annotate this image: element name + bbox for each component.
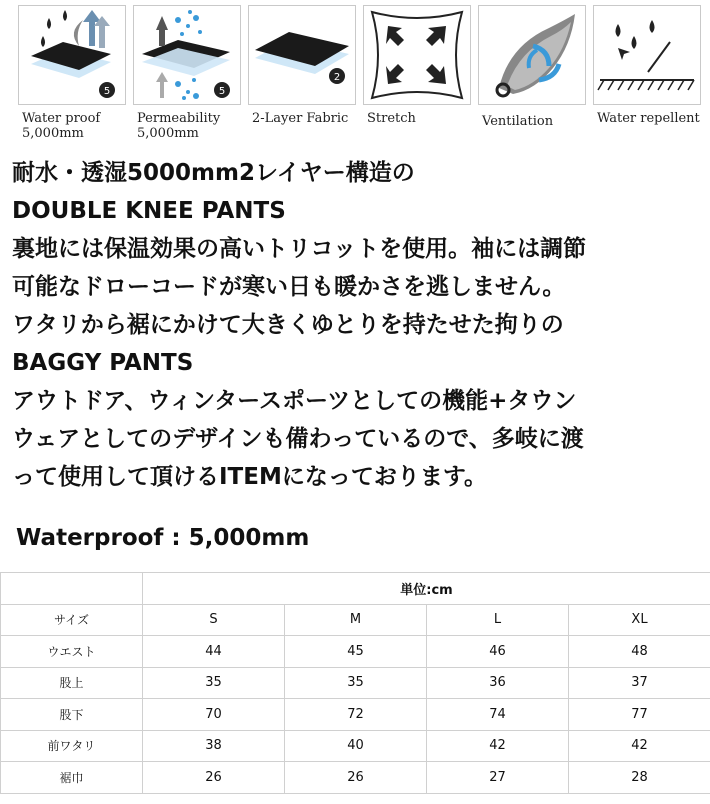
table-cell: 74 [427, 699, 569, 731]
table-cell: 40 [285, 730, 427, 762]
table-cell: 42 [569, 730, 710, 762]
feature-permeability [133, 5, 241, 141]
description-line: ウェアとしてのデザインも備わっているので、多岐に渡 [12, 426, 584, 452]
stretch-icon [363, 5, 471, 105]
table-cell: 28 [569, 762, 710, 794]
description-line: DOUBLE KNEE PANTS [12, 198, 286, 224]
product-description [12, 154, 704, 496]
unit-row [1, 573, 710, 605]
water-proof-badge: 5 [103, 86, 111, 97]
table-cell: 45 [285, 636, 427, 668]
permeability-badge: 5 [218, 86, 226, 97]
table-row [1, 730, 710, 762]
waterproof-spec: Waterproof : 5,000mm [16, 525, 310, 551]
table-cell: 37 [569, 667, 710, 699]
description-line: って使用して頂けるITEMになっております。 [12, 464, 488, 490]
table-cell: 77 [569, 699, 710, 731]
description-line: 裏地には保温効果の高いトリコットを使用。袖には調節 [12, 236, 587, 262]
row-label: 前ワタリ [1, 730, 143, 762]
table-cell: 38 [143, 730, 285, 762]
row-label: 裾巾 [1, 762, 143, 794]
table-row [1, 667, 710, 699]
feature-water-proof [18, 5, 126, 141]
table-cell: 36 [427, 667, 569, 699]
stretch-label: Stretch [367, 111, 416, 126]
two-layer-fabric-label: 2-Layer Fabric [252, 111, 349, 126]
description-line: ワタリから裾にかけて大きくゆとりを持たせた拘りの [12, 312, 564, 338]
size-header-s: S [143, 604, 285, 636]
table-cell: 42 [427, 730, 569, 762]
description-line: 耐水・透湿5000mm2レイヤー構造の [12, 160, 415, 186]
ventilation-label: Ventilation [482, 114, 554, 129]
table-cell: 72 [285, 699, 427, 731]
table-row [1, 699, 710, 731]
table-cell: 48 [569, 636, 710, 668]
unit-label: 単位:cm [143, 573, 710, 605]
permeability-label: Permeability 5,000mm [137, 111, 221, 141]
table-cell: 44 [143, 636, 285, 668]
table-cell: 70 [143, 699, 285, 731]
row-label: ウエスト [1, 636, 143, 668]
size-header-xl: XL [569, 604, 710, 636]
size-header-label: サイズ [1, 604, 143, 636]
two-layer-fabric-icon [248, 5, 356, 105]
description-line: アウトドア、ウィンタースポーツとしての機能+タウン [12, 388, 577, 414]
description-line: BAGGY PANTS [12, 350, 194, 376]
table-cell: 35 [143, 667, 285, 699]
size-header-l: L [427, 604, 569, 636]
table-cell: 35 [285, 667, 427, 699]
table-row [1, 762, 710, 794]
feature-ventilation [478, 5, 586, 129]
table-cell: 26 [143, 762, 285, 794]
size-header-m: M [285, 604, 427, 636]
table-corner-cell [1, 573, 143, 605]
water-proof-label: Water proof 5,000mm [22, 111, 101, 141]
header-row [1, 604, 710, 636]
table-row [1, 636, 710, 668]
feature-stretch [363, 5, 471, 126]
table-cell: 46 [427, 636, 569, 668]
table-cell: 26 [285, 762, 427, 794]
size-table [0, 572, 710, 794]
permeability-icon [133, 5, 241, 105]
water-repellent-icon [593, 5, 701, 105]
table-cell: 27 [427, 762, 569, 794]
feature-water-repellent [593, 5, 701, 126]
feature-icons [0, 0, 710, 150]
row-label: 股上 [1, 667, 143, 699]
water-repellent-label: Water repellent [597, 111, 700, 126]
description-line: 可能なドローコードが寒い日も暖かさを逃しません。 [12, 274, 566, 300]
ventilation-icon [478, 5, 586, 105]
water-proof-icon [18, 5, 126, 105]
feature-two-layer-fabric [248, 5, 356, 126]
two-layer-badge: 2 [333, 72, 341, 83]
row-label: 股下 [1, 699, 143, 731]
